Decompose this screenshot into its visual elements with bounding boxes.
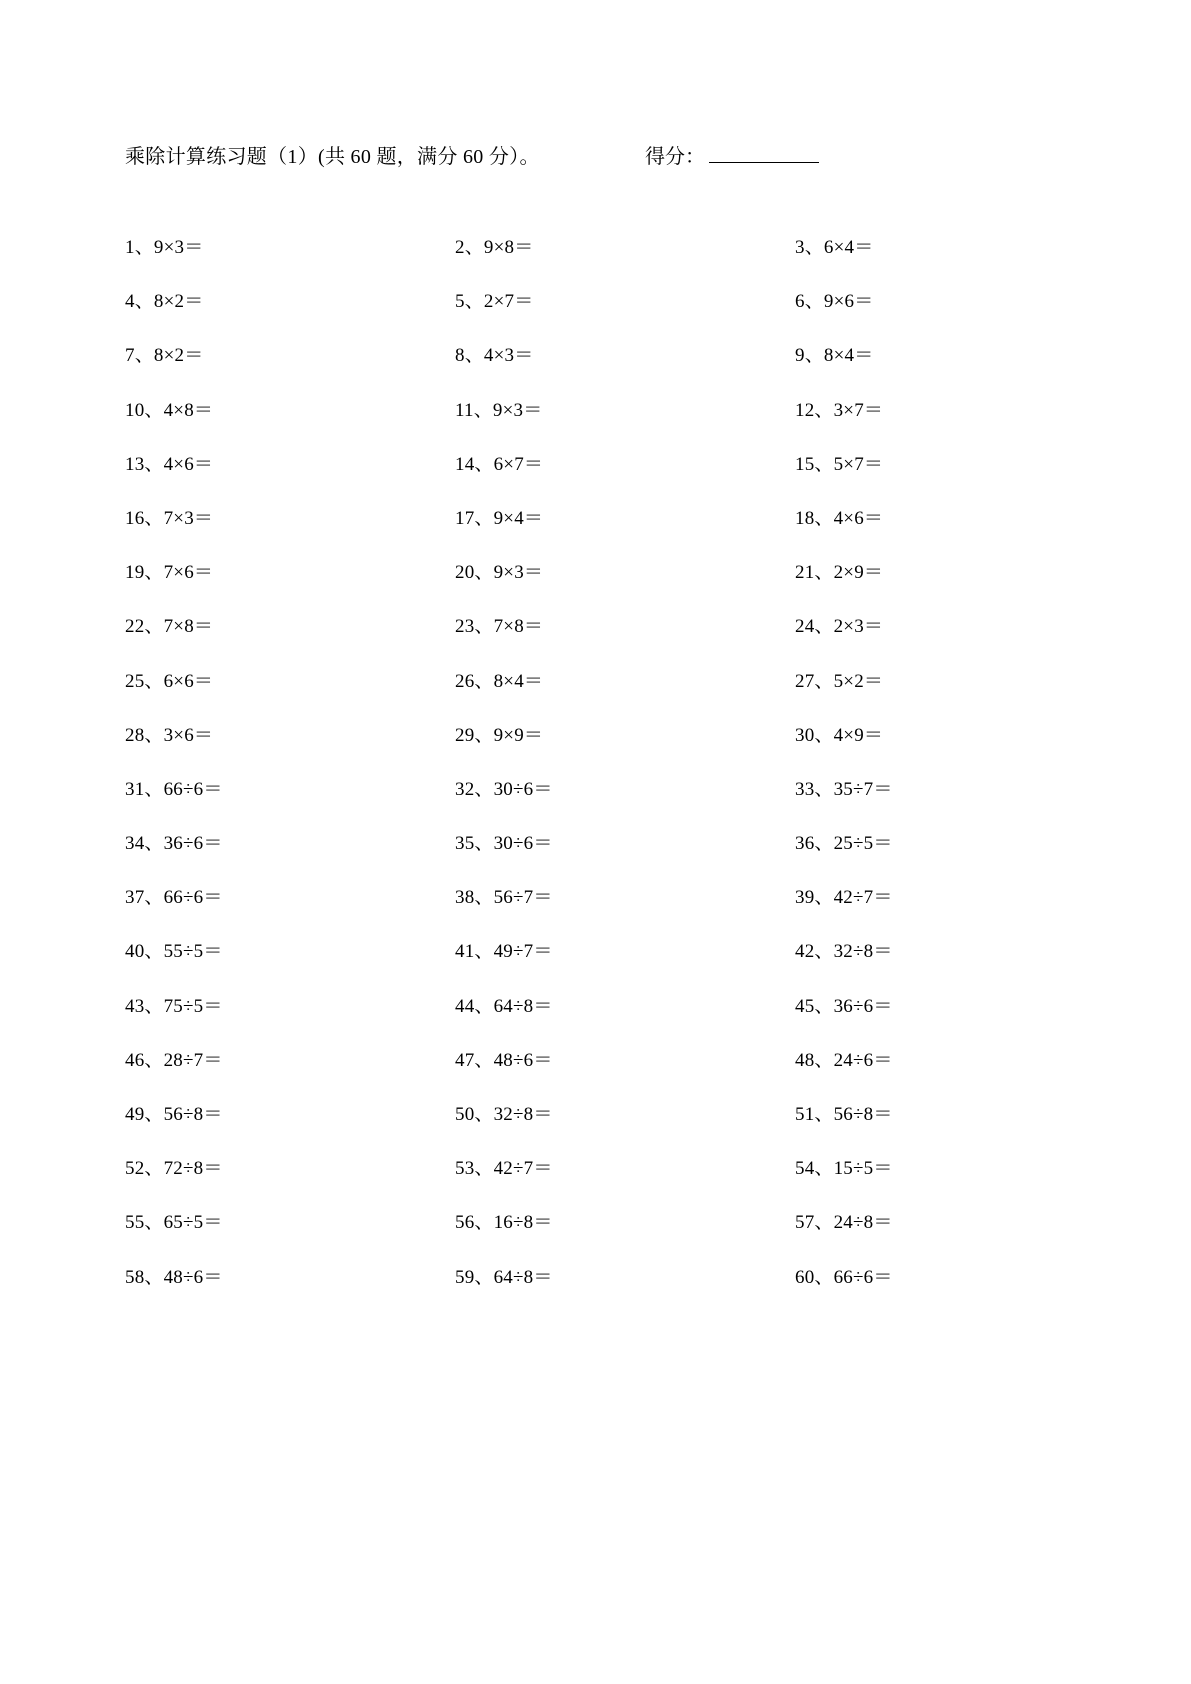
problem-item: 39、42÷7＝ — [795, 887, 893, 909]
problem-item: 46、28÷7＝ — [125, 1049, 223, 1071]
problem-item: 33、35÷7＝ — [795, 778, 893, 800]
problem-item: 58、48÷6＝ — [125, 1266, 223, 1288]
problem-item: 25、6×6＝ — [125, 670, 214, 692]
problem-item: 22、7×8＝ — [125, 616, 214, 638]
problem-item: 26、8×4＝ — [455, 670, 544, 692]
problem-item: 29、9×9＝ — [455, 724, 544, 746]
problem-item: 3、6×4＝ — [795, 237, 874, 258]
problem-item: 5、2×7＝ — [455, 291, 534, 313]
problem-item: 44、64÷8＝ — [455, 995, 553, 1017]
problems-grid — [125, 238, 1075, 1322]
problem-item: 47、48÷6＝ — [455, 1049, 553, 1071]
problem-item: 43、75÷5＝ — [125, 995, 223, 1017]
problem-item: 35、30÷6＝ — [455, 833, 553, 855]
problem-item: 7、8×2＝ — [125, 345, 204, 367]
problem-item: 50、32÷8＝ — [455, 1104, 553, 1125]
problem-item: 9、8×4＝ — [795, 345, 874, 367]
problem-item: 4、8×2＝ — [125, 291, 204, 313]
problem-item: 37、66÷6＝ — [125, 887, 223, 909]
problem-item: 19、7×6＝ — [125, 562, 214, 584]
problem-item: 2、9×8＝ — [455, 237, 534, 258]
problem-item: 38、56÷7＝ — [455, 887, 553, 909]
problem-item: 14、6×7＝ — [455, 453, 544, 475]
problem-item: 51、56÷8＝ — [795, 1104, 893, 1125]
problem-item: 15、5×7＝ — [795, 453, 884, 475]
page-title: 乘除计算练习题（1）(共 60 题，满分 60 分）。 — [125, 146, 540, 168]
worksheet-header — [125, 140, 1070, 169]
problem-item: 34、36÷6＝ — [125, 833, 223, 855]
problem-item: 20、9×3＝ — [455, 562, 544, 584]
problem-item: 60、66÷6＝ — [795, 1266, 893, 1288]
problem-item: 48、24÷6＝ — [795, 1049, 893, 1071]
problem-item: 42、32÷8＝ — [795, 941, 893, 963]
score-field — [645, 140, 819, 169]
problem-item: 57、24÷8＝ — [795, 1212, 893, 1234]
problem-item: 41、49÷7＝ — [455, 941, 553, 963]
problem-item: 6、9×6＝ — [795, 291, 874, 313]
problem-item: 32、30÷6＝ — [455, 778, 553, 800]
problem-item: 1、9×3＝ — [125, 237, 204, 258]
problem-item: 24、2×3＝ — [795, 616, 884, 638]
problem-item: 45、36÷6＝ — [795, 995, 893, 1017]
problem-item: 49、56÷8＝ — [125, 1104, 223, 1125]
problem-item: 36、25÷5＝ — [795, 833, 893, 855]
score-label: 得分： — [645, 146, 705, 168]
problem-item: 59、64÷8＝ — [455, 1266, 553, 1288]
problem-item: 12、3×7＝ — [795, 399, 884, 421]
problem-item: 55、65÷5＝ — [125, 1212, 223, 1234]
problem-item: 17、9×4＝ — [455, 507, 544, 529]
problem-item: 31、66÷6＝ — [125, 778, 223, 800]
problem-item: 23、7×8＝ — [455, 616, 544, 638]
problem-item: 10、4×8＝ — [125, 399, 214, 421]
problem-item: 30、4×9＝ — [795, 724, 884, 746]
problem-item: 54、15÷5＝ — [795, 1158, 893, 1180]
problem-item: 8、4×3＝ — [455, 345, 534, 367]
problem-item: 56、16÷8＝ — [455, 1212, 553, 1234]
score-blank-line[interactable] — [709, 144, 819, 163]
problem-item: 16、7×3＝ — [125, 507, 214, 529]
problem-item: 53、42÷7＝ — [455, 1158, 553, 1180]
problem-item: 11、9×3＝ — [455, 399, 543, 421]
problem-item: 13、4×6＝ — [125, 453, 214, 475]
problem-item: 18、4×6＝ — [795, 507, 884, 529]
problem-item: 21、2×9＝ — [795, 562, 884, 584]
problem-item: 27、5×2＝ — [795, 670, 884, 692]
problem-item: 40、55÷5＝ — [125, 941, 223, 963]
problem-item: 52、72÷8＝ — [125, 1158, 223, 1180]
problem-item: 28、3×6＝ — [125, 724, 214, 746]
